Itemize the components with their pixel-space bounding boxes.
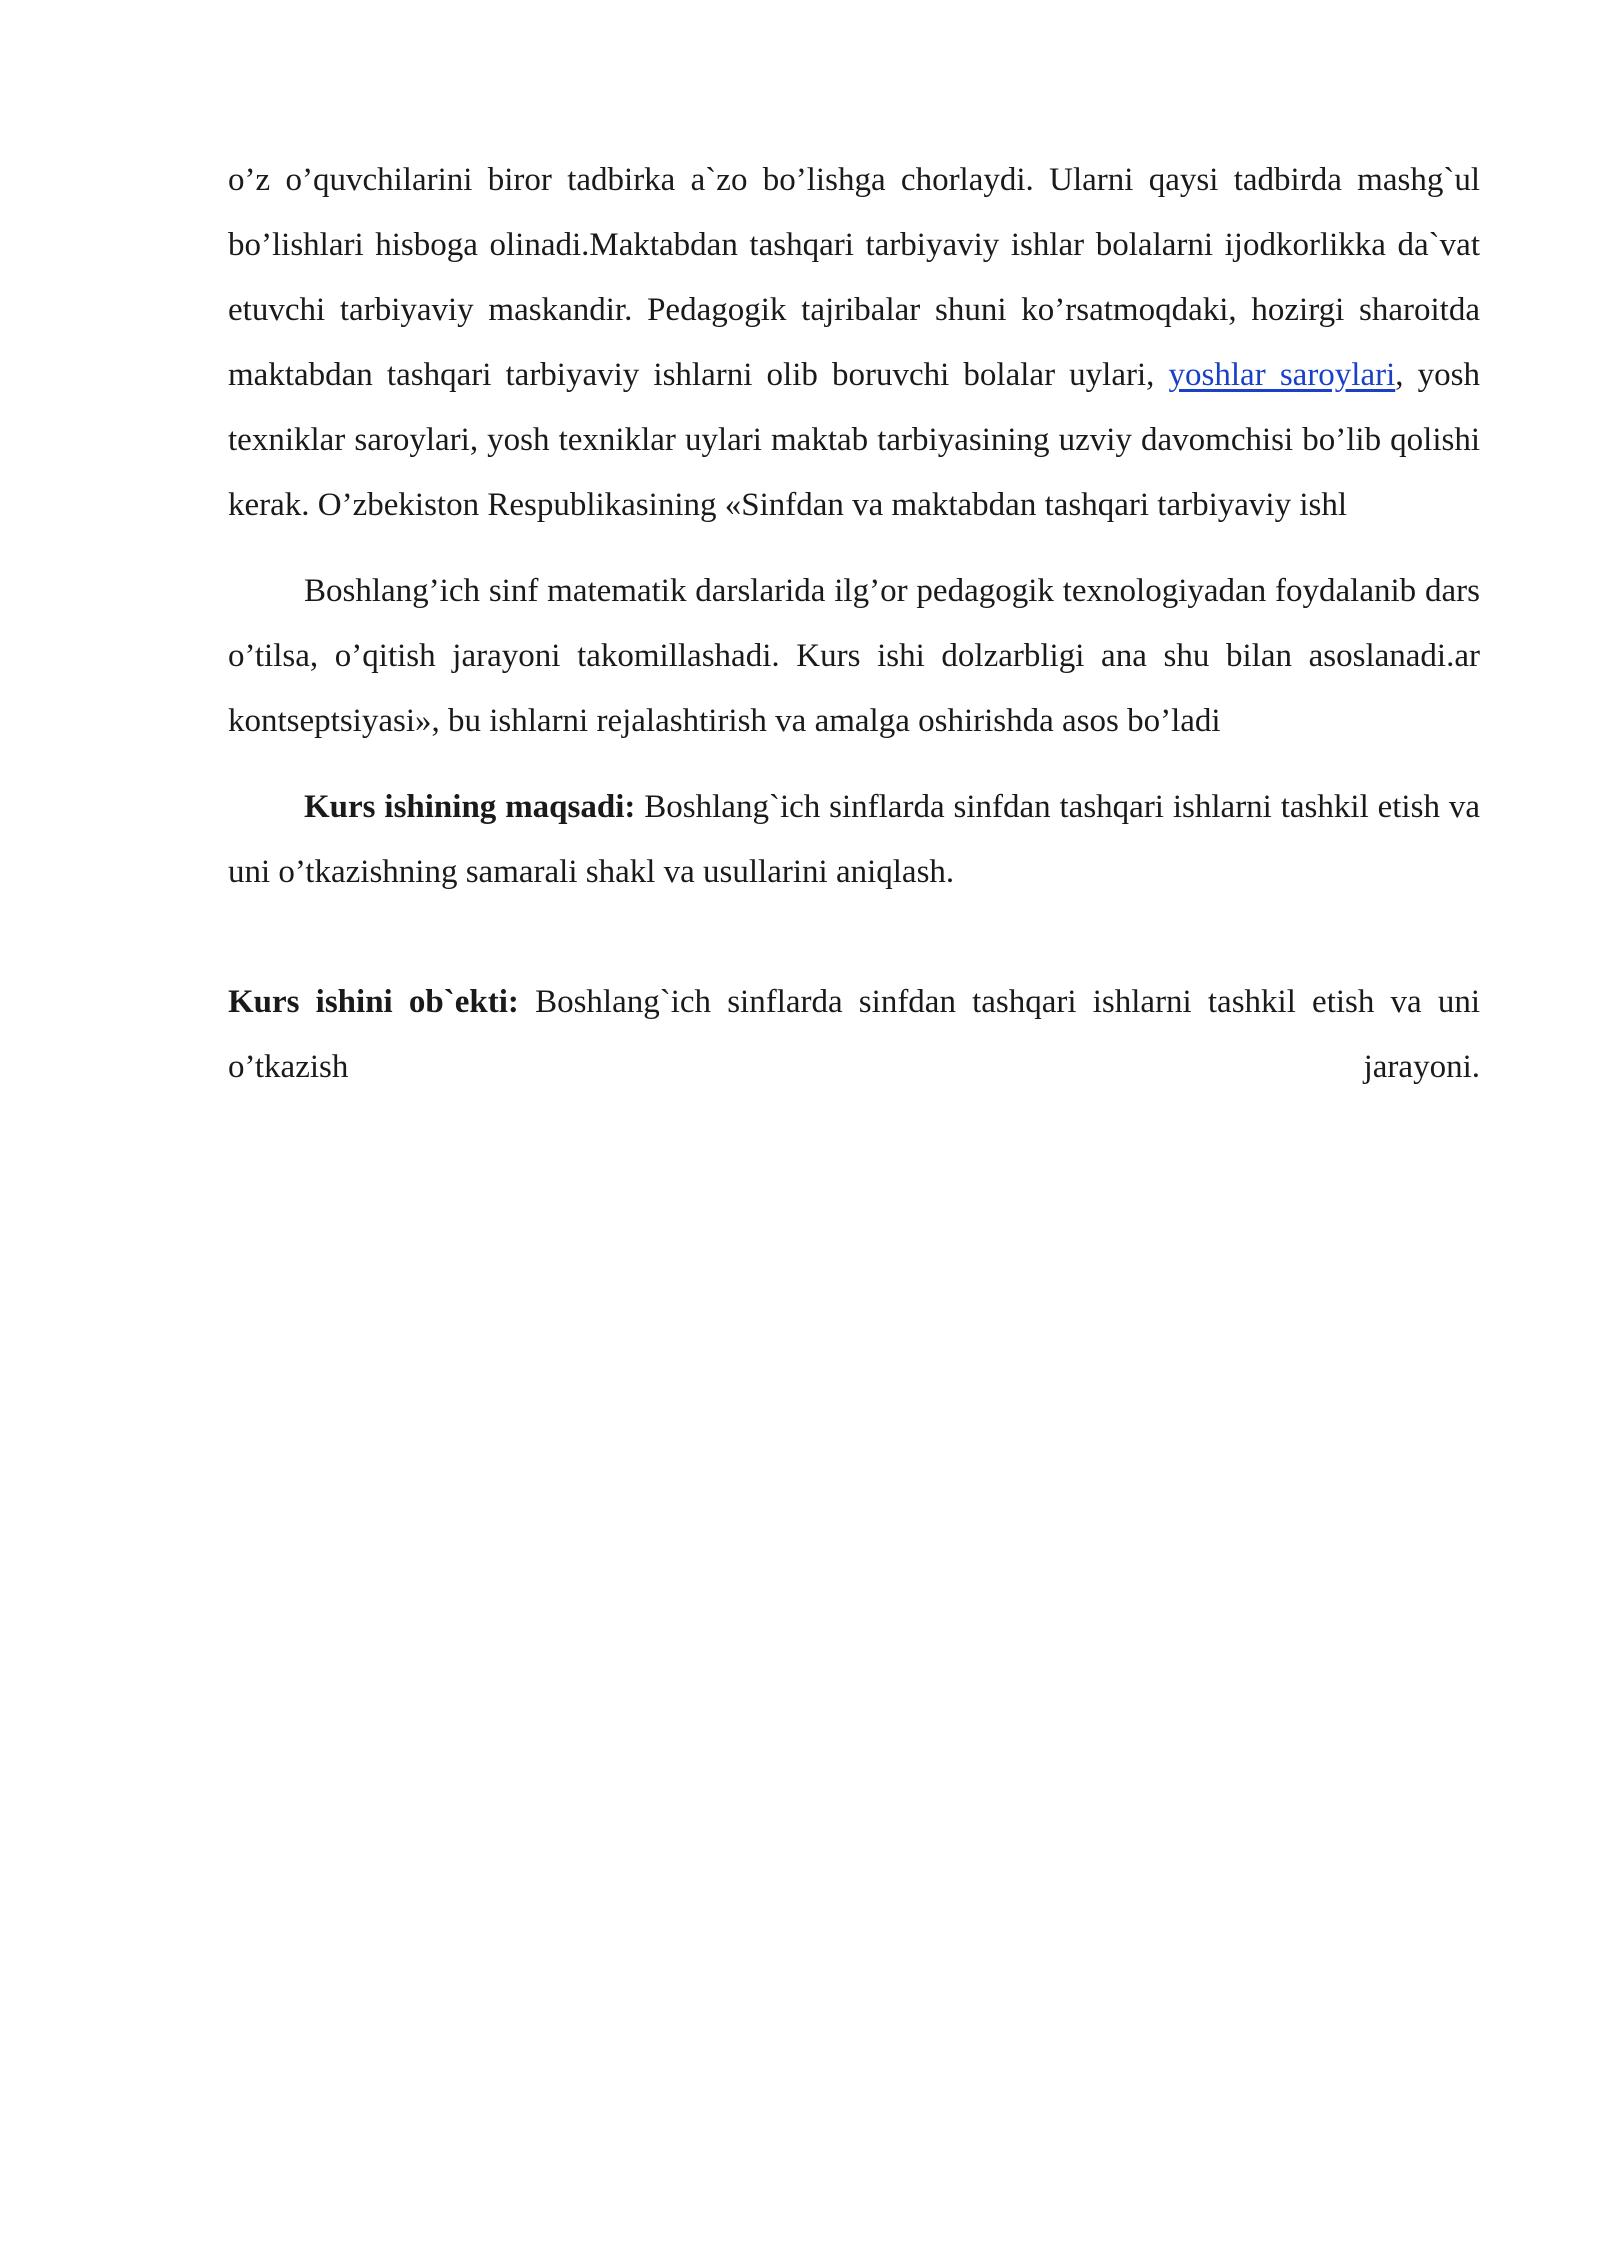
paragraph-relevance: Boshlang’ich sinf matematik darslarida ilg’or pedagogik texnologiyadan foydalanib dars o’tilsa, o’qitish jarayoni takomillashadi. Kurs ishi dolzarbligi ana shu bilan asoslanadi.ar kontseptsiyasi», bu ishlarni rejalashtirish va amalga oshirishda asos bo’ladi [228,573,1480,739]
link-yoshlar-saroylari[interactable]: yoshlar saroylari [1168,357,1396,393]
document-body [228,148,1480,1100]
paragraph-intro-text-end: , yosh texniklar saroylari, yosh texniklar uylari maktab tarbiyasining uzviy davomchisi bo’lib qolishi kerak. O’zbekiston Respublikasining «Sinfdan va maktabdan tashqari tarbiyaviy ishl [228,357,1481,523]
object-label: Kurs ishini ob`ekti: [228,984,519,1020]
goal-label: Kurs ishining maqsadi: [304,789,636,825]
paragraph-goal [228,775,1480,905]
object-text: Boshlang`ich sinflarda sinfdan tashqari ishlarni tashkil etish va uni o’tkazish jarayoni. [228,984,1481,1085]
goal-text: Boshlang`ich sinflarda sinfdan tashqari ishlarni tashkil etish va uni o’tkazishning samarali shakl va usullarini aniqlash. [228,789,1480,890]
paragraph-intro-text-start: o’z o’quvchilarini biror tadbirka a`zo bo’lishga chorlaydi. Ularni qaysi tadbirda mashg`ul bo’lishlari hisboga olinadi.Maktabdan tashqari tarbiyaviy ishlar bolalarni ijodkorlikka da`vat etuvchi tarbiyaviy maskandir. Pedagogik tajribalar shuni ko’rsatmoqdaki, hozirgi sharoitda maktabdan tashqari tarbiyaviy ishlarni olib boruvchi bolalar uylari, [228,162,1480,393]
paragraph-object [228,970,1480,1100]
paragraph-intro [228,148,1480,538]
